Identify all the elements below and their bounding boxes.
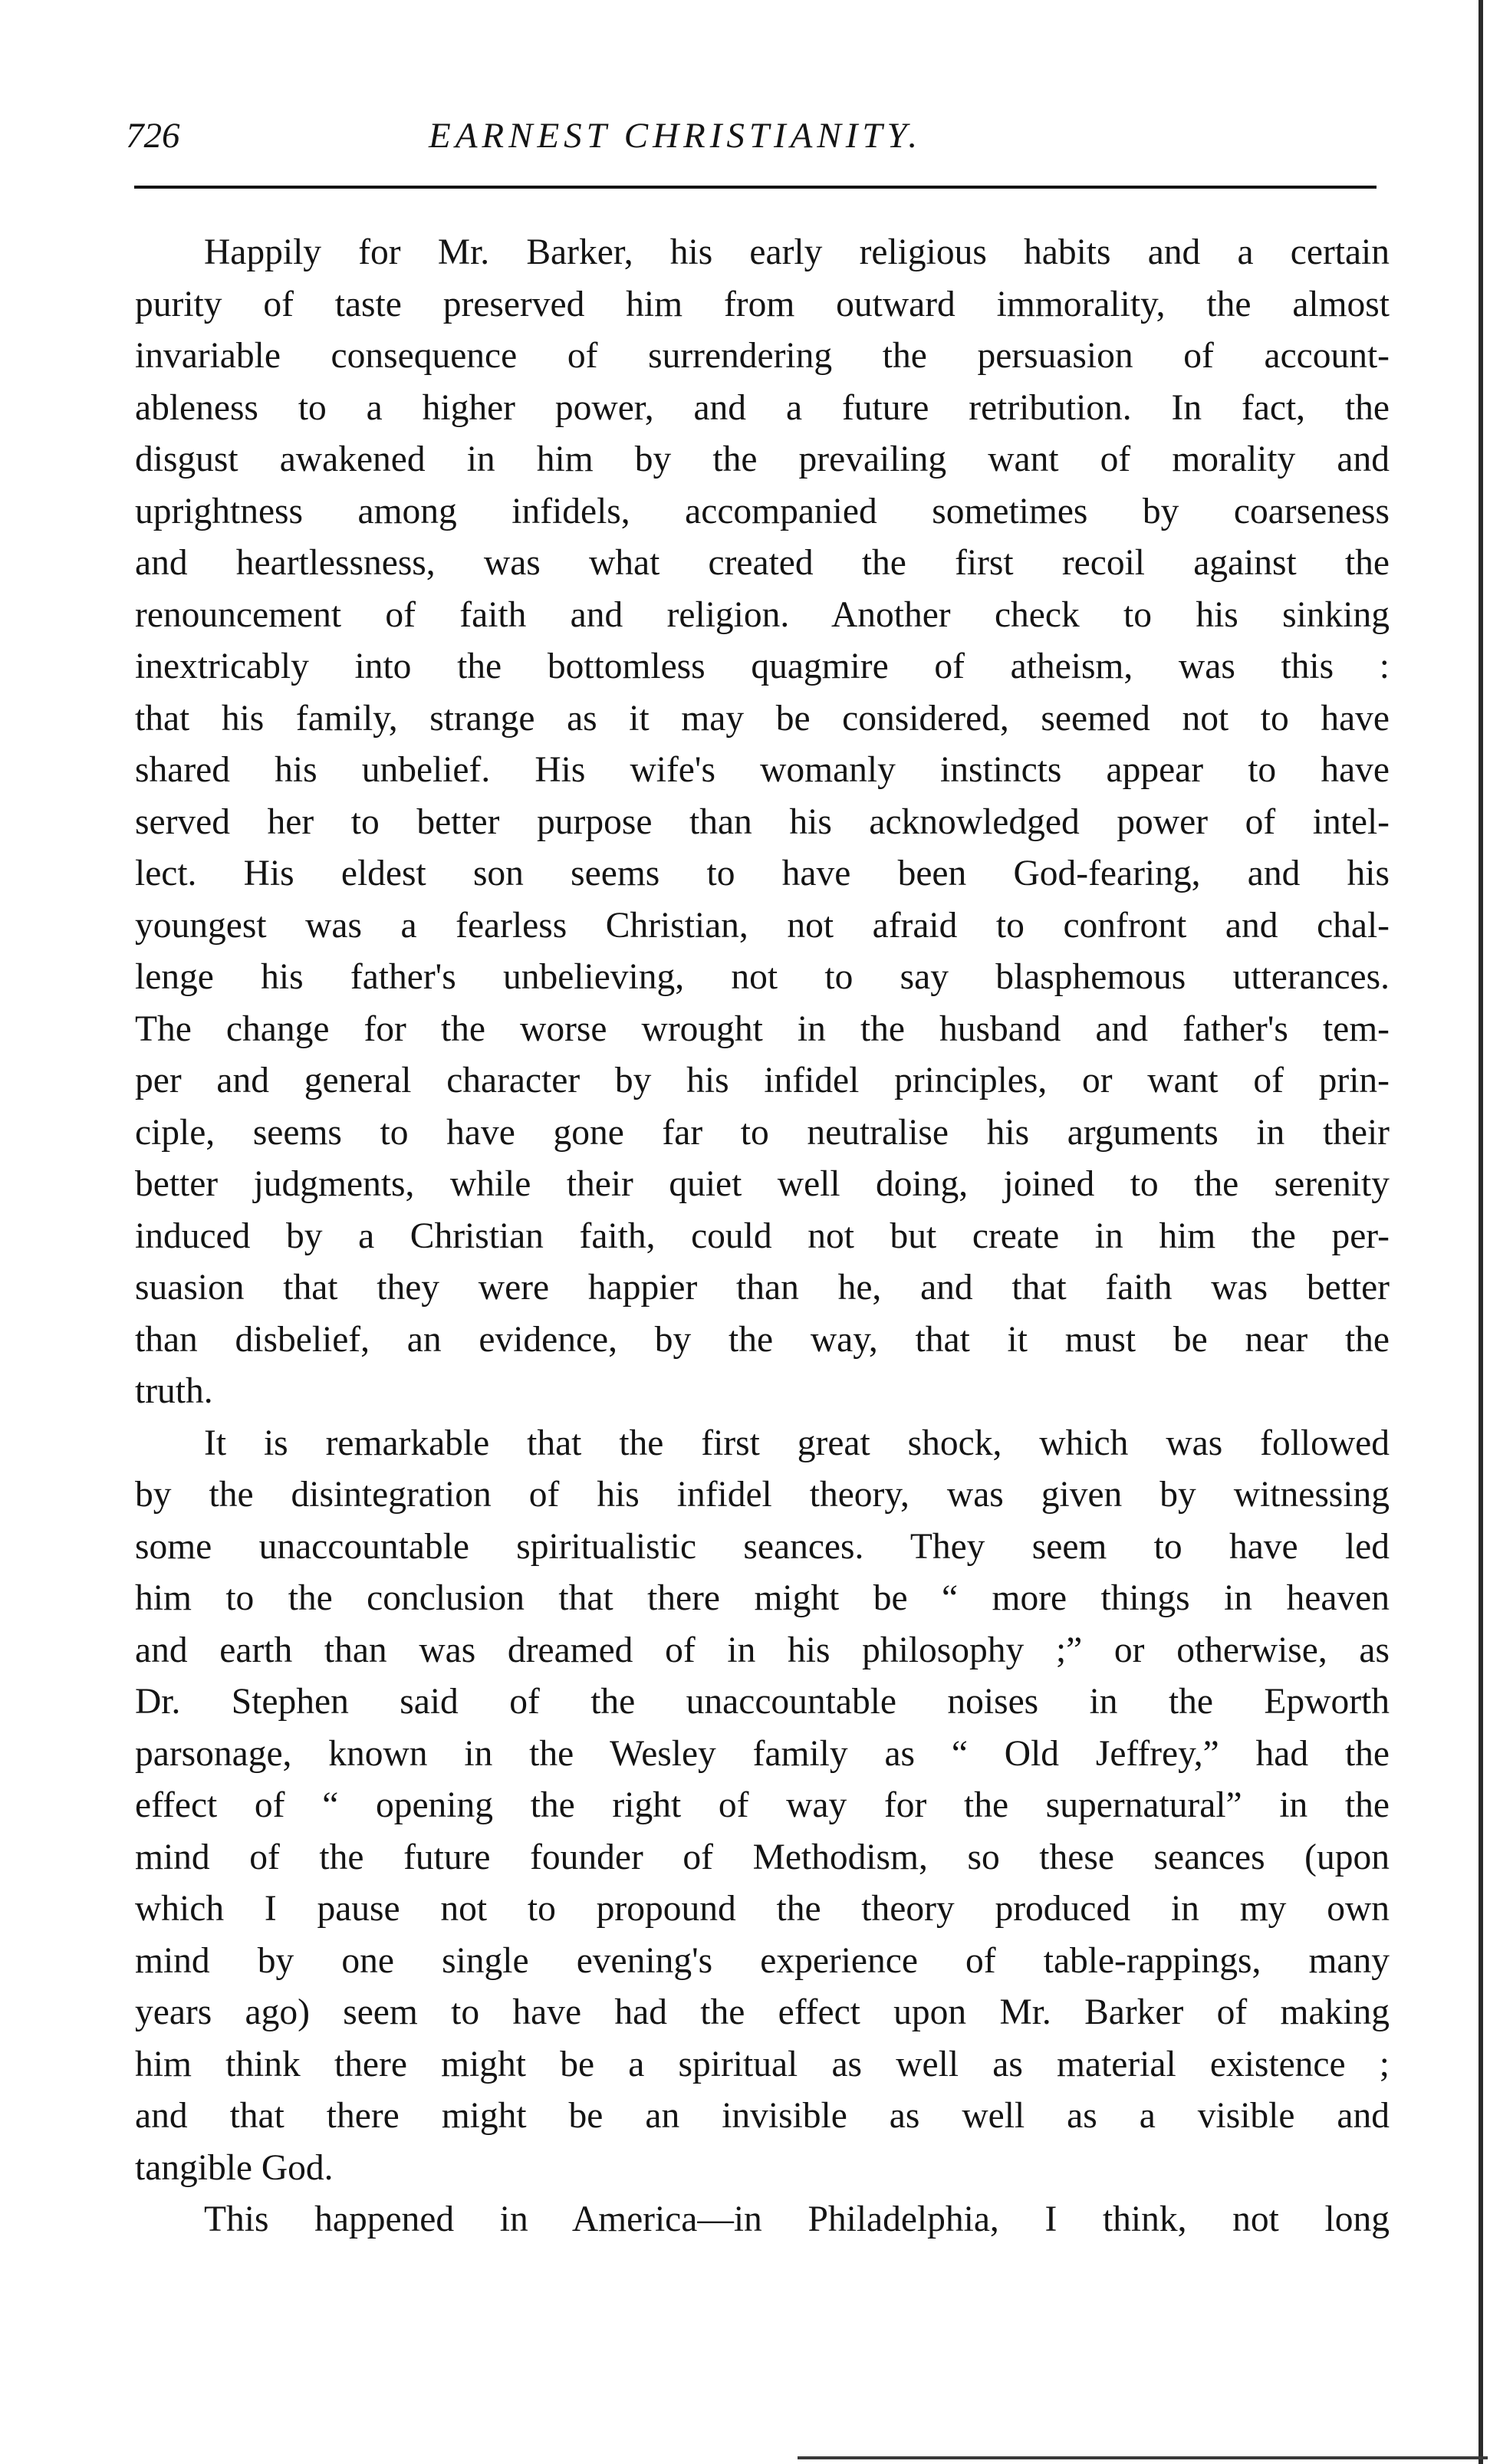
text-line: that his family, strange as it may be considered, seemed not to have: [135, 698, 1390, 739]
text-line: Happily for Mr. Barker, his early religious habits and a certain: [204, 232, 1390, 272]
text-line: invariable consequence of surrendering the persuasion of account-: [135, 336, 1390, 376]
text-line: youngest was a fearless Christian, not afraid to confront and chal-: [135, 905, 1390, 946]
text-line: ciple, seems to have gone far to neutralise his arguments in their: [135, 1112, 1390, 1153]
page-number: 726: [126, 116, 180, 156]
page-edge-right: [1478, 0, 1483, 2464]
page-header: [126, 115, 1376, 176]
page-edge-bottom: [798, 2456, 1488, 2459]
text-line: than disbelief, an evidence, by the way, that it must be near the: [135, 1319, 1390, 1360]
text-line: The change for the worse wrought in the husband and father's tem-: [135, 1008, 1390, 1049]
text-line: lect. His eldest son seems to have been God-fearing, and his: [135, 854, 1390, 893]
text-line: This happened in America—in Philadelphia, I think, not long: [204, 2199, 1390, 2239]
text-line: mind of the future founder of Methodism, so these seances (upon: [135, 1837, 1390, 1877]
text-line: suasion that they were happier than he, and that faith was better: [135, 1268, 1390, 1308]
text-line: induced by a Christian faith, could not but create in him the per-: [135, 1216, 1390, 1256]
text-line: served her to better purpose than his acknowledged power of intel-: [135, 801, 1390, 842]
running-title: EARNEST CHRISTIANITY.: [429, 116, 923, 156]
text-line: him think there might be a spiritual as well as material existence ;: [135, 2044, 1390, 2084]
text-line: and heartlessness, was what created the first recoil against the: [135, 543, 1390, 583]
text-line: some unaccountable spiritualistic seances. They seem to have led: [135, 1526, 1390, 1567]
text-line: Dr. Stephen said of the unaccountable noises in the Epworth: [135, 1682, 1390, 1722]
text-line: It is remarkable that the first great shock, which was followed: [204, 1423, 1390, 1463]
text-line: better judgments, while their quiet well doing, joined to the serenity: [135, 1164, 1390, 1204]
text-line: him to the conclusion that there might be “ more things in heaven: [135, 1578, 1390, 1618]
text-line: lenge his father's unbelieving, not to say blasphemous utterances.: [135, 957, 1390, 997]
text-line: disgust awakened in him by the prevailing want of morality and: [135, 439, 1390, 479]
text-line: by the disintegration of his infidel theory, was given by witnessing: [135, 1475, 1390, 1515]
text-line: purity of taste preserved him from outward immorality, the almost: [135, 284, 1390, 324]
text-line: and earth than was dreamed of in his philosophy ;” or otherwise, as: [135, 1630, 1390, 1670]
header-rule: [134, 186, 1377, 189]
text-line: tangible God.: [135, 2147, 334, 2188]
text-line: effect of “ opening the right of way for the supernatural” in the: [135, 1785, 1390, 1825]
body-text: [135, 227, 1390, 2246]
text-line: ableness to a higher power, and a future retribution. In fact, the: [135, 387, 1390, 428]
text-line: truth.: [135, 1371, 213, 1411]
text-line: mind by one single evening's experience of table-rappings, many: [135, 1940, 1390, 1981]
text-line: and that there might be an invisible as well as a visible and: [135, 2096, 1390, 2136]
text-line: uprightness among infidels, accompanied sometimes by coarseness: [135, 491, 1390, 531]
text-line: shared his unbelief. His wife's womanly instincts appear to have: [135, 750, 1390, 790]
text-line: inextricably into the bottomless quagmire of atheism, was this :: [135, 646, 1390, 686]
text-line: which I pause not to propound the theory produced in my own: [135, 1889, 1390, 1929]
text-line: renouncement of faith and religion. Another check to his sinking: [135, 594, 1390, 635]
text-line: years ago) seem to have had the effect upon Mr. Barker of making: [135, 1992, 1390, 2032]
text-line: parsonage, known in the Wesley family as “ Old Jeffrey,” had the: [135, 1733, 1390, 1774]
text-line: per and general character by his infidel principles, or want of prin-: [135, 1061, 1390, 1100]
